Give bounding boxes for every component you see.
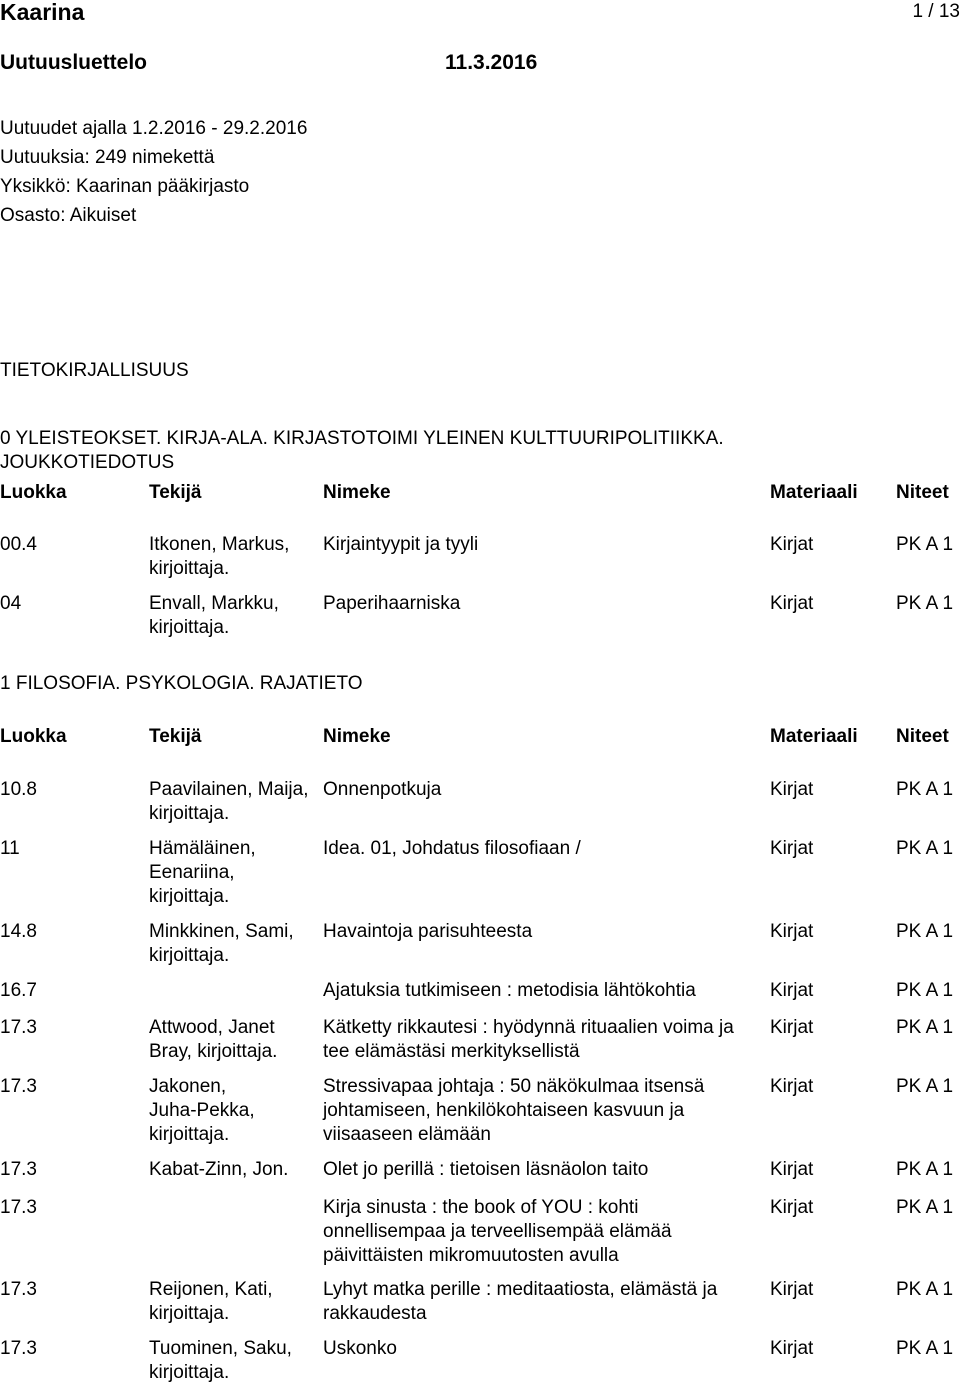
row-copies: PK A 1 (896, 1338, 954, 1359)
row-author: Minkkinen, Sami, kirjoittaja. (149, 921, 294, 966)
row-material: Kirjat (770, 1076, 814, 1097)
col-material-header: Materiaali (770, 482, 858, 503)
section-heading: 0 YLEISTEOKSET. KIRJA-ALA. KIRJASTOTOIMI YLEINEN KULTTUURIPOLITIIKKA. JOUKKOTIEDOTUS (0, 428, 724, 473)
info-unit: Yksikkö: Kaarinan pääkirjasto (0, 176, 250, 197)
row-material: Kirjat (770, 921, 814, 942)
row-material: Kirjat (770, 1338, 814, 1359)
row-class: 14.8 (0, 921, 37, 942)
row-title: Kirja sinusta : the book of YOU : kohti onnellisempaa ja terveellisempää elämää päivittäisten mikromuutosten avulla (323, 1197, 672, 1266)
row-author: Hämäläinen, Eenariina, kirjoittaja. (149, 838, 256, 907)
col-author-header: Tekijä (149, 482, 202, 503)
row-class: 04 (0, 593, 22, 614)
row-author: Jakonen, Juha-Pekka, kirjoittaja. (149, 1076, 255, 1145)
row-copies: PK A 1 (896, 1017, 954, 1038)
row-copies: PK A 1 (896, 593, 954, 614)
row-title: Ajatuksia tutkimiseen : metodisia lähtökohtia (323, 980, 696, 1001)
row-copies: PK A 1 (896, 1279, 954, 1300)
main-section-heading: TIETOKIRJALLISUUS (0, 360, 189, 381)
row-material: Kirjat (770, 980, 814, 1001)
row-material: Kirjat (770, 534, 814, 555)
row-copies: PK A 1 (896, 1159, 954, 1180)
row-class: 17.3 (0, 1279, 37, 1300)
row-author: Attwood, Janet Bray, kirjoittaja. (149, 1017, 278, 1062)
list-date: 11.3.2016 (445, 51, 538, 74)
row-title: Onnenpotkuja (323, 779, 442, 800)
row-title: Havaintoja parisuhteesta (323, 921, 533, 942)
col-author-header: Tekijä (149, 726, 202, 747)
row-copies: PK A 1 (896, 1076, 954, 1097)
row-class: 10.8 (0, 779, 37, 800)
col-title-header: Nimeke (323, 726, 391, 747)
row-title: Uskonko (323, 1338, 397, 1359)
col-class-header: Luokka (0, 726, 67, 747)
row-copies: PK A 1 (896, 779, 954, 800)
row-copies: PK A 1 (896, 838, 954, 859)
row-class: 17.3 (0, 1197, 37, 1218)
info-count: Uutuuksia: 249 nimekettä (0, 147, 215, 168)
row-title: Stressivapaa johtaja : 50 näkökulmaa itsensä johtamiseen, henkilökohtaiseen kasvuun ja viisaaseen elämään (323, 1076, 705, 1145)
row-title: Kirjaintyypit ja tyyli (323, 534, 479, 555)
row-class: 00.4 (0, 534, 37, 555)
info-department: Osasto: Aikuiset (0, 205, 137, 226)
info-period: Uutuudet ajalla 1.2.2016 - 29.2.2016 (0, 118, 308, 139)
row-class: 17.3 (0, 1338, 37, 1359)
library-name: Kaarina (0, 0, 85, 25)
page-number: 1 / 13 (912, 1, 960, 22)
col-class-header: Luokka (0, 482, 67, 503)
row-author: Itkonen, Markus, kirjoittaja. (149, 534, 290, 579)
row-material: Kirjat (770, 1159, 814, 1180)
row-class: 16.7 (0, 980, 37, 1001)
row-author: Paavilainen, Maija, kirjoittaja. (149, 779, 309, 824)
section-heading: 1 FILOSOFIA. PSYKOLOGIA. RAJATIETO (0, 673, 363, 694)
row-copies: PK A 1 (896, 1197, 954, 1218)
row-title: Lyhyt matka perille : meditaatiosta, elämästä ja rakkaudesta (323, 1279, 718, 1324)
col-material-header: Materiaali (770, 726, 858, 747)
page-title: Uutuusluettelo (0, 51, 147, 74)
row-class: 17.3 (0, 1076, 37, 1097)
row-class: 17.3 (0, 1017, 37, 1038)
row-material: Kirjat (770, 838, 814, 859)
col-title-header: Nimeke (323, 482, 391, 503)
col-copies-header: Niteet (896, 726, 949, 747)
row-material: Kirjat (770, 1197, 814, 1218)
row-material: Kirjat (770, 593, 814, 614)
row-author: Reijonen, Kati, kirjoittaja. (149, 1279, 273, 1324)
row-class: 11 (0, 838, 20, 859)
col-copies-header: Niteet (896, 482, 949, 503)
row-author: Envall, Markku, kirjoittaja. (149, 593, 279, 638)
row-title: Paperihaarniska (323, 593, 461, 614)
row-title: Kätketty rikkautesi : hyödynnä rituaalien voima ja tee elämästäsi merkityksellistä (323, 1017, 734, 1062)
row-copies: PK A 1 (896, 921, 954, 942)
row-author: Tuominen, Saku, kirjoittaja. (149, 1338, 292, 1383)
row-author: Kabat-Zinn, Jon. (149, 1159, 289, 1180)
row-material: Kirjat (770, 779, 814, 800)
row-title: Olet jo perillä : tietoisen läsnäolon taito (323, 1159, 649, 1180)
row-material: Kirjat (770, 1017, 814, 1038)
row-copies: PK A 1 (896, 534, 954, 555)
row-copies: PK A 1 (896, 980, 954, 1001)
row-material: Kirjat (770, 1279, 814, 1300)
row-class: 17.3 (0, 1159, 37, 1180)
row-title: Idea. 01, Johdatus filosofiaan / (323, 838, 581, 859)
